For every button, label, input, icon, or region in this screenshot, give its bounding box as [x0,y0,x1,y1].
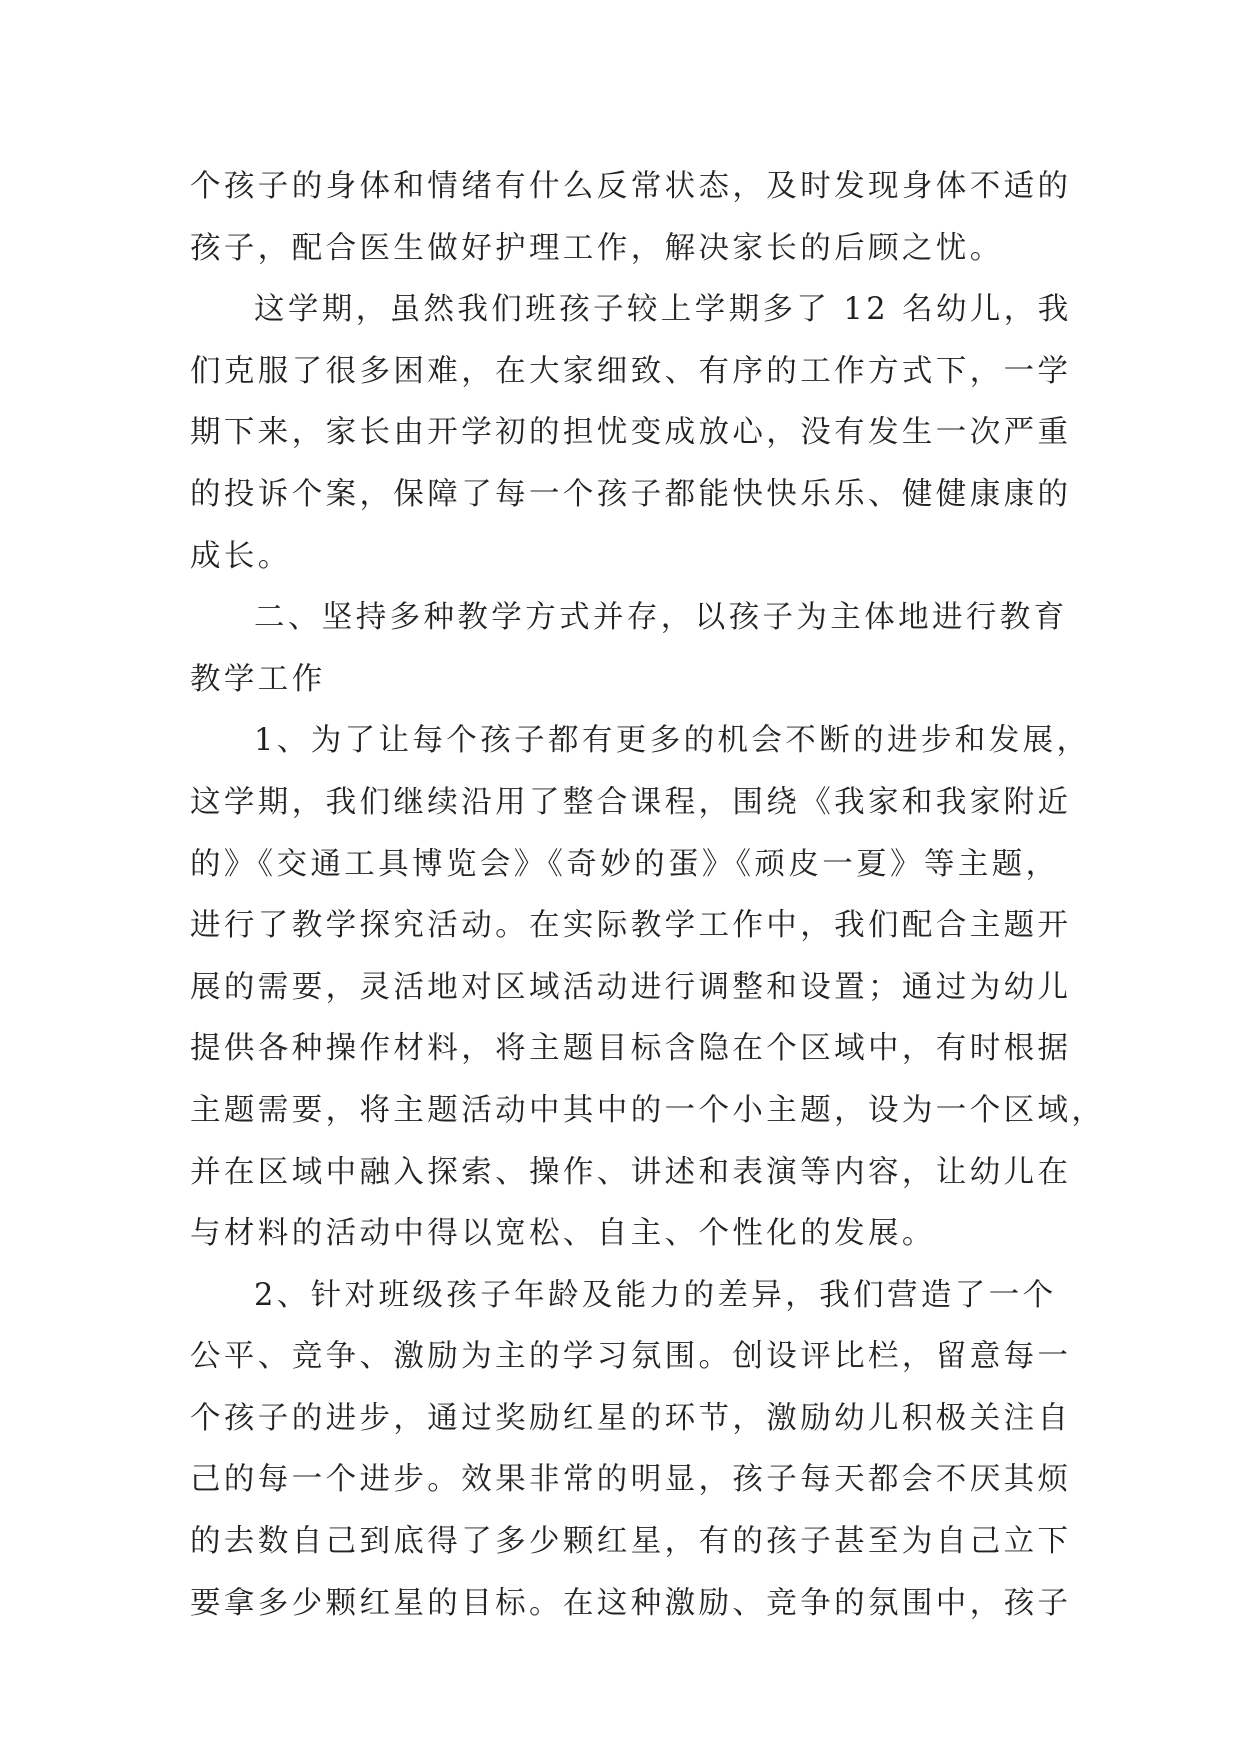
text-line: 展的需要，灵活地对区域活动进行调整和设置；通过为幼儿 [190,969,1072,1005]
text-line: 成长。 [190,538,292,574]
text-line: 教学工作 [190,661,326,697]
text-line: 1、为了让每个孩子都有更多的机会不断的进步和发展， [254,723,1091,759]
text-line: 的投诉个案，保障了每一个孩子都能快快乐乐、健健康康的 [190,476,1072,512]
text-line: 个孩子的进步，通过奖励红星的环节，激励幼儿积极关注自 [190,1400,1072,1436]
text-line: 提供各种操作材料，将主题目标含隐在个区域中，有时根据 [190,1031,1072,1067]
document-body [190,156,1106,1634]
text-line: 的去数自己到底得了多少颗红星，有的孩子甚至为自己立下 [190,1524,1072,1560]
text-line: 2、针对班级孩子年龄及能力的差异，我们营造了一个 [254,1277,1057,1313]
text-line: 公平、竞争、激励为主的学习氛围。创设评比栏，留意每一 [190,1339,1072,1375]
text-line: 与材料的活动中得以宽松、自主、个性化的发展。 [190,1216,936,1252]
text-line: 这学期，我们继续沿用了整合课程，围绕《我家和我家附近 [190,784,1072,820]
text-line: 并在区域中融入探索、操作、讲述和表演等内容，让幼儿在 [190,1154,1072,1190]
text-line: 们克服了很多困难，在大家细致、有序的工作方式下，一学 [190,353,1072,389]
text-line: 主题需要，将主题活动中其中的一个小主题，设为一个区域， [190,1092,1106,1128]
text-line: 这学期，虽然我们班孩子较上学期多了 12 名幼儿，我 [254,292,1072,328]
text-line: 期下来，家长由开学初的担忧变成放心，没有发生一次严重 [190,415,1072,451]
text-line: 孩子，配合医生做好护理工作，解决家长的后顾之忧。 [190,230,1004,266]
text-line: 己的每一个进步。效果非常的明显，孩子每天都会不厌其烦 [190,1462,1072,1498]
text-line: 二、坚持多种教学方式并存，以孩子为主体地进行教育 [254,600,1068,636]
text-line: 的》《交通工具博览会》《奇妙的蛋》《顽皮一夏》等主题， [190,846,1060,882]
text-line: 个孩子的身体和情绪有什么反常状态，及时发现身体不适的 [190,169,1072,204]
text-line: 要拿多少颗红星的目标。在这种激励、竞争的氛围中，孩子 [190,1585,1072,1621]
text-line: 进行了教学探究活动。在实际教学工作中，我们配合主题开 [190,908,1072,944]
